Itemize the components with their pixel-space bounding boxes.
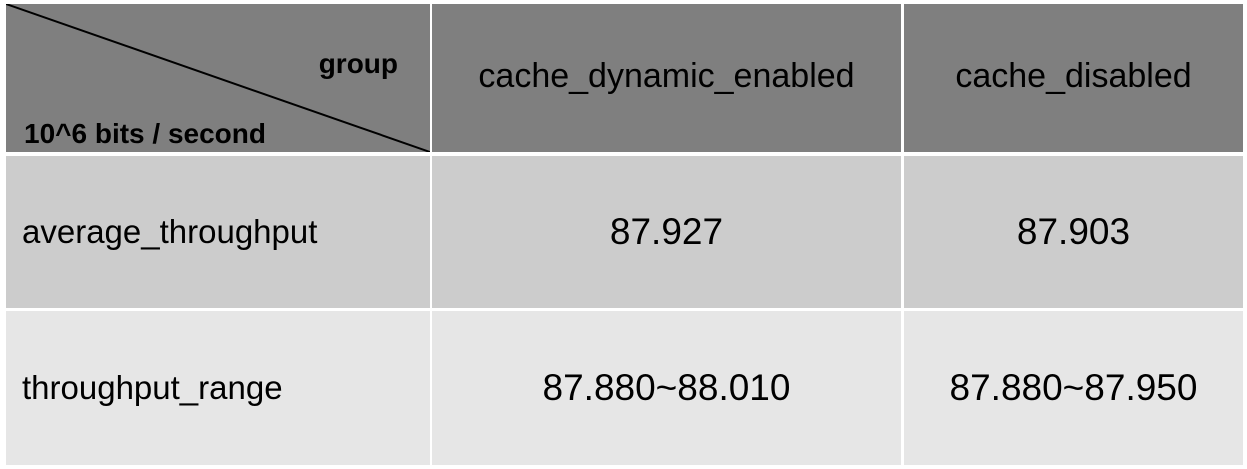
table-cell: 87.927 (432, 156, 901, 308)
row-header-throughput-range: throughput_range (6, 311, 430, 465)
row-header-average-throughput: average_throughput (6, 156, 430, 308)
table-cell: 87.903 (904, 156, 1243, 308)
table-cell: 87.880~87.950 (904, 311, 1243, 465)
column-group-label: group (318, 48, 398, 79)
row-unit-label: 10^6 bits / second (24, 118, 266, 149)
column-header-cache-disabled: cache_disabled (904, 4, 1243, 152)
column-header-cache-dynamic-enabled: cache_dynamic_enabled (432, 4, 901, 152)
table-cell: 87.880~88.010 (432, 311, 901, 465)
corner-header-cell (6, 4, 430, 152)
